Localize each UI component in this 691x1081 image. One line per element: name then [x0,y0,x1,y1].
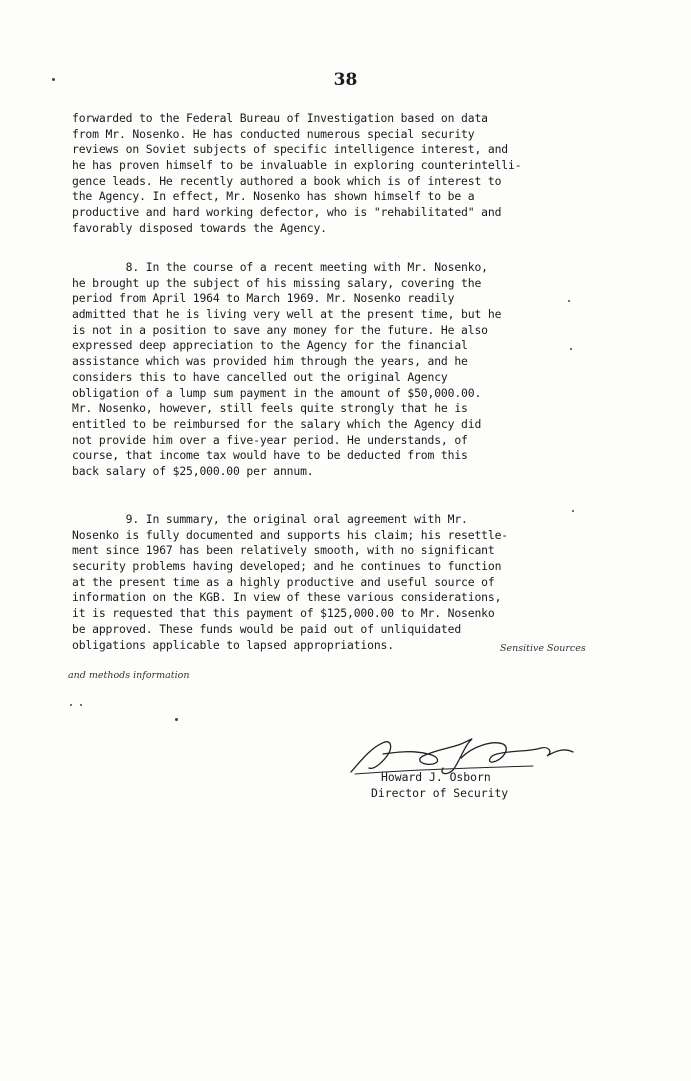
text-line: obligations applicable to lapsed appropriations. [72,637,394,652]
text-line: assistance which was provided him through the years, and he [72,354,468,369]
paragraph-9 [72,512,572,653]
text-line: obligation of a lump sum payment in the amount of $50,000.00. [72,385,482,400]
text-line: information on the KGB. In view of these various considerations, [72,590,502,605]
text-line: at the present time as a highly productive and useful source of [72,574,495,589]
text-line: productive and hard working defector, who is "rehabilitated" and [72,205,502,220]
scan-speck [52,78,55,81]
text-line: period from April 1964 to March 1969. Mr. Nosenko readily [72,291,455,306]
text-line: the Agency. In effect, Mr. Nosenko has shown himself to be a [72,189,475,204]
text-line: security problems having developed; and he continues to function [72,559,502,574]
signature-block [343,728,583,808]
text-line: 9. In summary, the original oral agreement with Mr. [72,512,468,526]
text-line: not provide him over a five-year period. He understands, of [72,432,468,447]
scan-speck [70,704,72,706]
text-line: course, that income tax would have to be deducted from this [72,448,468,463]
scan-speck [570,348,572,350]
text-line: Mr. Nosenko, however, still feels quite strongly that he is [72,401,468,416]
scan-speck [572,510,574,512]
scan-speck [568,300,570,302]
text-line: expressed deep appreciation to the Agency for the financial [72,338,468,353]
text-line: gence leads. He recently authored a book which is of interest to [72,173,502,188]
handwritten-note-part2: and methods information [68,670,190,681]
scan-speck [80,704,82,706]
text-line: it is requested that this payment of $125,000.00 to Mr. Nosenko [72,606,495,621]
text-line: he brought up the subject of his missing salary, covering the [72,275,482,290]
text-line: reviews on Soviet subjects of specific intelligence interest, and [72,142,509,157]
page-number: 38 [333,70,358,90]
text-line: is not in a position to save any money for the future. He also [72,322,488,337]
paragraph-intro [72,111,572,237]
text-line: admitted that he is living very well at the present time, but he [72,307,502,322]
text-line: considers this to have cancelled out the original Agency [72,369,448,384]
handwritten-note-part1: Sensitive Sources [500,643,586,654]
signatory-name: Howard J. Osborn [381,770,491,784]
text-line: Nosenko is fully documented and supports his claim; his resettle- [72,527,509,542]
scan-speck [175,718,178,721]
text-line: 8. In the course of a recent meeting with Mr. Nosenko, [72,260,488,274]
text-line: forwarded to the Federal Bureau of Investigation based on data [72,111,488,125]
text-line: from Mr. Nosenko. He has conducted numerous special security [72,126,475,141]
signatory-title: Director of Security [371,786,509,800]
text-line: be approved. These funds would be paid out of unliquidated [72,621,462,636]
text-line: entitled to be reimbursed for the salary which the Agency did [72,416,482,431]
text-line: back salary of $25,000.00 per annum. [72,463,314,478]
text-line: he has proven himself to be invaluable in exploring counterintelli- [72,158,522,173]
text-line: ment since 1967 has been relatively smooth, with no significant [72,543,495,558]
text-line: favorably disposed towards the Agency. [72,220,327,235]
paragraph-8 [72,260,572,480]
